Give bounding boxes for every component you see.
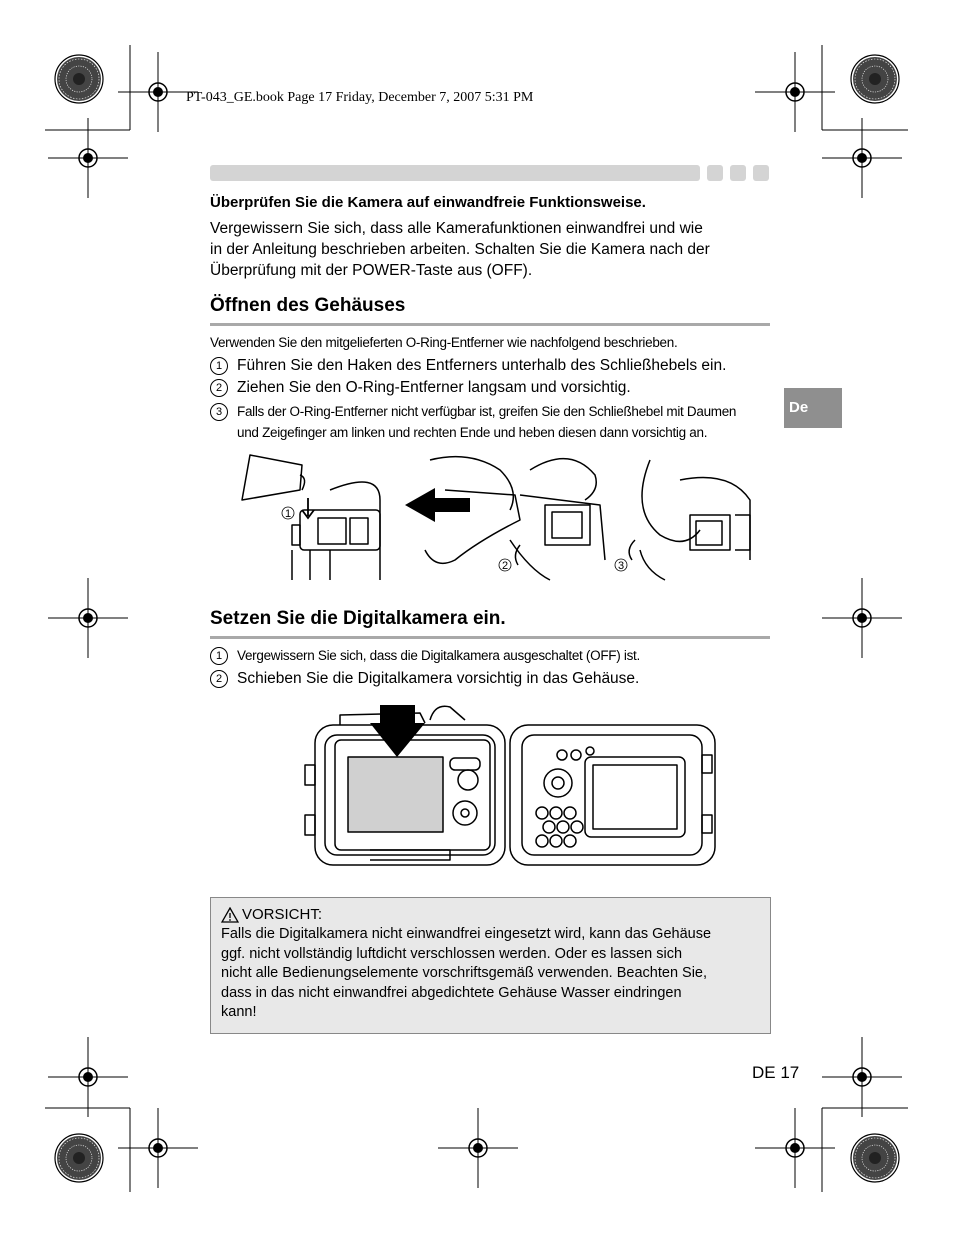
header-bar [210, 165, 700, 181]
insert-illustration [300, 695, 730, 875]
step-number: 1 [210, 357, 228, 375]
insert-section-title: Setzen Sie die Digitalkamera ein. [210, 608, 506, 629]
header-square [707, 165, 723, 181]
open-step-2 [210, 377, 775, 398]
caution-body: Falls die Digitalkamera nicht einwandfrei eingesetzt wird, kann das Gehäuse ggf. nicht vollständig luftdicht verschlossen werden. Oder es lassen sich nicht alle Bedienungselemente vorschriftsgemäß verwenden. Beachten Sie, dass in das nicht einwandfrei abgedichtete Gehäuse Wasser eindringen kann! [221, 926, 712, 1020]
header-square [730, 165, 746, 181]
figure-label-1: 1 [284, 508, 292, 520]
open-section-title: Öffnen des Gehäuses [210, 295, 406, 316]
warning-icon [221, 907, 239, 923]
insert-step-2 [210, 668, 775, 689]
header-square [753, 165, 769, 181]
language-tab: De [784, 388, 842, 428]
step-number: 3 [210, 403, 228, 421]
step-text: Falls der O-Ring-Entferner nicht verfügbar ist, greifen Sie den Schließhebel mit Daumen und Zeigefinger am linken und rechten Ende und heben diesen dann vorsichtig an. [237, 404, 737, 440]
section-rule [210, 636, 770, 639]
insert-step-1 [210, 645, 775, 666]
opening-illustration [230, 450, 760, 585]
open-step-3 [210, 401, 775, 443]
section-rule [210, 323, 770, 326]
step-number: 2 [210, 379, 228, 397]
check-paragraph: Vergewissern Sie sich, dass alle Kamerafunktionen einwandfrei und wie in der Anleitung beschrieben arbeiten. Schalten Sie die Kamera nach der Überprüfung mit der POWER-Taste aus (OFF). [210, 220, 710, 279]
step-text: Schieben Sie die Digitalkamera vorsichtig in das Gehäuse. [237, 670, 640, 687]
page-number: DE 17 [752, 1063, 800, 1082]
figure-label-3: 3 [617, 560, 625, 572]
step-text: Ziehen Sie den O-Ring-Entferner langsam und vorsichtig. [237, 379, 631, 396]
open-step-1 [210, 355, 775, 376]
caution-title: VORSICHT: [221, 906, 760, 923]
figure-label-2: 2 [501, 560, 509, 572]
step-text: Vergewissern Sie sich, dass die Digitalkamera ausgeschaltet (OFF) ist. [237, 648, 640, 663]
open-intro: Verwenden Sie den mitgelieferten O-Ring-Entferner wie nachfolgend beschrieben. [210, 335, 678, 350]
step-text: Führen Sie den Haken des Entferners unterhalb des Schließhebels ein. [237, 357, 727, 374]
print-header: PT-043_GE.book Page 17 Friday, December 7, 2007 5:31 PM [186, 90, 534, 105]
step-number: 2 [210, 670, 228, 688]
caution-box [210, 897, 771, 1034]
check-heading: Überprüfen Sie die Kamera auf einwandfreie Funktionsweise. [210, 194, 646, 211]
step-number: 1 [210, 647, 228, 665]
